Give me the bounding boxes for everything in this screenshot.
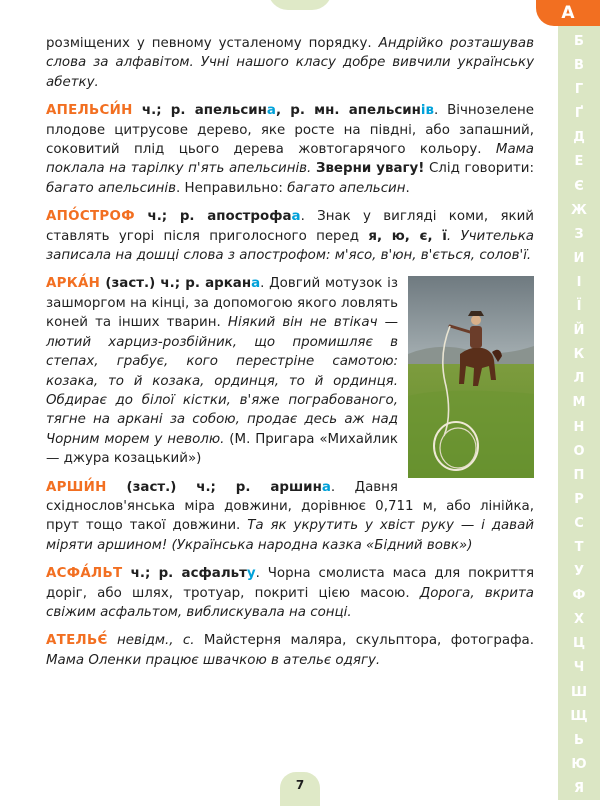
alphabet-letter[interactable]: У [573,564,585,580]
grammar-info: (заст.) [100,276,156,292]
alphabet-letter[interactable]: Й [573,323,585,339]
entry-example: Андрійко розташував слова за алфавітом. Учні нашого класу добре вивчили українську абетку. [46,36,534,90]
inflection-ending: ів [420,103,434,119]
entry-atelie [46,631,534,670]
headword: АПО́СТРОФ [46,209,135,225]
definition: . Вічнозелене плодове цитрусове дерево, яке росте на півдні, або запашний, соковитий плід цього дерева жовтогарячого кольору. [46,103,534,158]
grammar-info: ч.; р. аршин [176,479,322,495]
alphabet-letter[interactable]: Ц [572,636,586,652]
usage-note: . [405,180,410,196]
alphabet-letter[interactable]: З [574,226,584,242]
alphabet-letter[interactable]: Є [574,178,584,194]
citation-source: (М. Пригара «Михайлик — джура козацький») [46,431,398,467]
alphabet-letter[interactable]: Б [574,34,584,49]
headword: АРШИ́Н [46,479,107,495]
usage-note: . Неправильно: [176,180,288,196]
alphabet-letter[interactable]: Р [574,491,584,507]
alphabet-letter[interactable]: Е [574,154,584,170]
alphabet-letter[interactable]: Ш [570,684,588,700]
alphabet-letter[interactable]: Н [573,419,585,435]
alphabet-letter[interactable]: Ж [571,202,587,218]
usage-note-label: Зверни увагу! [315,161,425,177]
definition: . Давня східнослов'янська міра довжини, дорівнює 0,711 м, або лінійка, прут тощо такої довжини. [46,479,534,534]
inflection-ending: а [266,103,276,119]
alphabet-letter[interactable]: Л [573,371,585,387]
alphabet-letter[interactable]: Д [573,130,585,146]
usage-note: Слід говорити: [424,161,534,177]
entry-example: Мама Оленки працює швачкою в ательє одягу. [46,652,381,668]
alphabet-index [558,30,600,801]
alphabet-sidebar [558,0,600,800]
definition: . Знак у вигляді коми, який ставлять угорі після приголосного перед [46,209,534,244]
current-letter-tab[interactable]: А [536,0,600,26]
alphabet-letter[interactable]: И [573,250,585,266]
citation-source: (Українська народна казка «Бідний вовк») [167,537,473,553]
headword: АРКА́Н [46,276,101,292]
alphabet-letter[interactable]: І [576,274,582,290]
dictionary-content [46,34,534,679]
alphabet-letter[interactable]: К [573,347,585,363]
entry-arkan [46,274,534,468]
entry-example: Та як укрутить у хвіст руку — і давай міряти аршином! [46,518,534,553]
headword: АПЕЛЬСИ́Н [46,103,133,119]
correct-form: багато апельсинів [46,180,177,196]
entry-apostrof [46,207,534,265]
entry-text: розміщених у певному усталеному порядку. [46,36,379,51]
definition: Майстерня маляра, скульптора, фотографа. [194,633,534,649]
definition: . Чорна смолиста маса для покриття доріг, або шлях, тротуар, покриті цією масою. [46,566,535,601]
inflection-ending: у [246,566,256,582]
alphabet-letter[interactable]: Я [573,780,584,796]
inflection-ending: а [251,276,261,292]
grammar-info: (заст.) [106,479,177,495]
grammar-info: , р. мн. апельсин [275,103,421,119]
entry-asfalt [46,564,534,622]
inflection-ending: а [321,479,331,495]
alphabet-letter[interactable]: О [573,443,585,459]
definition: . Довгий мотузок із зашморгом на кінці, за допомогою якого ловлять коней та інших тварин. [46,276,398,331]
alphabet-letter[interactable]: Ї [576,299,582,315]
letters-list: я, ю, є, ї [368,228,447,244]
entry-example: Дорога, вкрита свіжим асфальтом, виблискувала на сонці. [46,585,535,620]
grammar-info: ч.; р. апельсин [132,103,267,119]
alphabet-letter[interactable]: Ф [572,588,586,604]
entry-arshyn [46,478,534,556]
alphabet-letter[interactable]: С [574,515,584,531]
alphabet-letter[interactable]: Т [574,539,584,555]
alphabet-letter[interactable]: Ю [571,756,587,772]
alphabet-letter[interactable]: Ґ [574,106,584,122]
entry-example: Ніякий він не втікач — лютий харциз-розбійник, що промишляє в степах, грабує, кого перестріне самотою: козака, то й козака, ординця, то й ординця. Обдирає до білої кістки, в'яже пограбованого, тягне на аркані за собою, продає десь аж над Чорним морем у неволю. [46,315,398,447]
grammar-info: ч.; р. аркан [155,276,252,292]
incorrect-form: багато апельсин [287,180,406,196]
alphabet-letter[interactable]: П [573,467,585,483]
entry-intro-continuation [46,34,534,92]
entry-example: Мама поклала на тарілку п'ять апельсинів. [46,142,534,177]
cowboy-lasso-photo [408,276,534,478]
alphabet-letter[interactable]: М [572,395,586,411]
alphabet-letter[interactable]: Ч [573,660,585,676]
entry-example: . Учителька записала на дошці слова з апострофом: м'ясо, в'юн, в'ється, солов'ї. [46,228,535,264]
top-tab [268,0,332,10]
grammar-info: ч.; р. асфальт [122,566,247,582]
headword: АСФА́ЛЬТ [46,566,123,582]
entry-apelsyn [46,101,534,198]
alphabet-letter[interactable]: Х [573,612,585,628]
grammar-info: невідм., с. [107,633,195,649]
page-number: 7 [295,778,305,792]
grammar-info: ч.; р. апострофа [134,209,292,225]
alphabet-letter[interactable]: Ь [574,732,584,748]
inflection-ending: а [291,209,301,225]
headword: АТЕЛЬЄ́ [46,633,108,649]
alphabet-letter[interactable]: В [574,58,584,74]
alphabet-letter[interactable]: Щ [570,708,588,724]
alphabet-letter[interactable]: Г [574,82,584,98]
